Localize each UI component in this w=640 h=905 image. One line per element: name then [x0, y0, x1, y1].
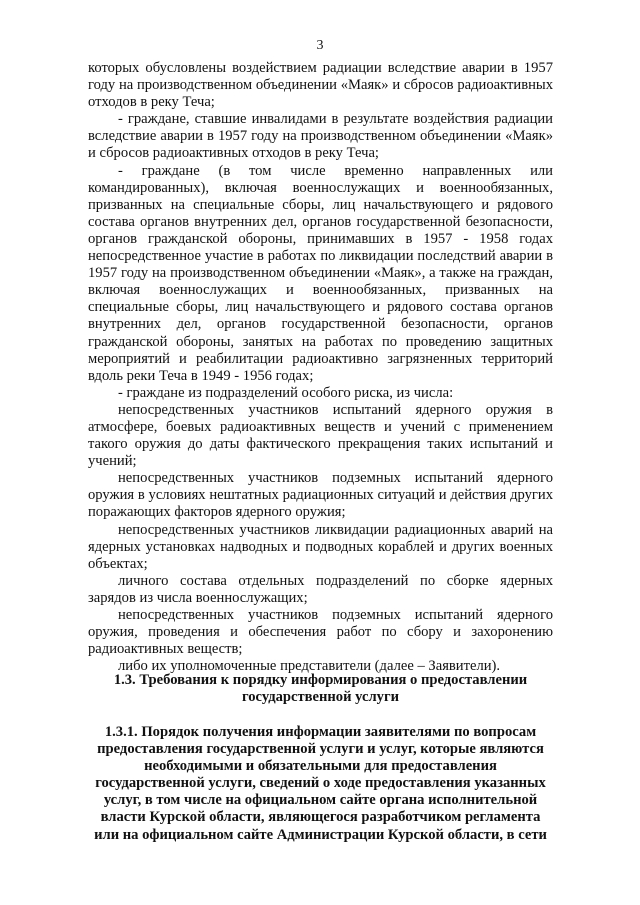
- paragraph-representatives: либо их уполномоченные представители (далее – Заявители).: [118, 658, 501, 675]
- section-heading-1-3: 1.3. Требования к порядку информирования о предоставлении государственной услуги: [113, 672, 528, 706]
- paragraph-disabled-citizens: - граждане, ставшие инвалидами в результате воздействия радиации вследствие аварии в 1957 году на производственном объединении «Маяк» и сбросов радиоактивных отходов в реку Теча;: [88, 111, 553, 162]
- page-number: 3: [316, 38, 324, 53]
- paragraph-special-risk-units: - граждане из подразделений особого риска, из числа:: [118, 384, 454, 401]
- paragraph-liquidation-participants: - граждане (в том числе временно направленных или командированных), включая военнослужащих и военнообязанных, призванных на специальные сборы, лиц начальствующего и рядового состава органов внутренних дел, органов государственной безопасности, органов гражданской обороны, принимавших в 1957 - 1958 годах непосредственное участие в работах по ликвидации последствий аварии в 1957 году на производственном объединении «Маяк», а также на граждан, включая военнослужащих и военнообязанных, призванных на специальные сборы, лиц начальствующего и рядового состава органов внутренних дел, органов государственной безопасности, органов гражданской обороны, занятых на работах по проведению защитных мероприятий и реабилитации радиоактивно загрязненных территорий вдоль реки Теча в 1949 - 1956 годах;: [88, 162, 553, 384]
- paragraph-atmospheric-tests: непосредственных участников испытаний ядерного оружия в атмосфере, боевых радиоактивных веществ и учений с применением такого оружия до даты фактического прекращения таких испытаний и учений;: [88, 401, 553, 470]
- paragraph-assembly-personnel: личного состава отдельных подразделений по сборке ядерных зарядов из числа военнослужащих;: [88, 572, 553, 606]
- paragraph-waste-burial: непосредственных участников подземных испытаний ядерного оружия, проведения и обеспечения работ по сбору и захоронению радиоактивных веществ;: [88, 607, 553, 658]
- section-heading-1-3-1: 1.3.1. Порядок получения информации заявителями по вопросам предоставления государственной услуги и услуг, которые являются необходимыми и обязательными для предоставления государственной услуги, сведений о ходе предоставления указанных услуг, в том числе на официальном сайте органа исполнительной власти Курской области, являющегося разработчиком регламента или на официальном сайте Администрации Курской области, в сети: [94, 724, 547, 843]
- paragraph-naval-accidents: непосредственных участников ликвидации радиационных аварий на ядерных установках надводных и подводных кораблей и других военных объектах;: [88, 521, 553, 572]
- document-body: [88, 60, 553, 675]
- paragraph-continuation: которых обусловлены воздействием радиации вследствие аварии в 1957 году на производственном объединении «Маяк» и сбросов радиоактивных отходов в реку Теча;: [88, 60, 553, 111]
- paragraph-underground-tests: непосредственных участников подземных испытаний ядерного оружия в условиях нештатных радиационных ситуаций и действия других поражающих факторов ядерного оружия;: [88, 470, 553, 521]
